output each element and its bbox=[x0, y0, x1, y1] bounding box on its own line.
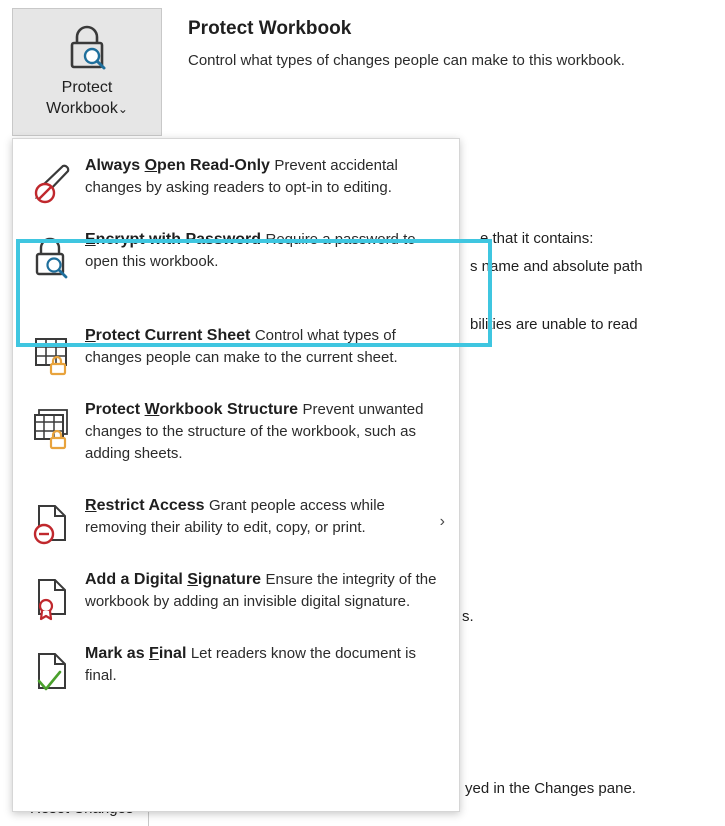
menu-item-description: Prevent unwanted changes to the structure of the workbook, such as adding sheets. bbox=[85, 401, 424, 462]
menu-item-description: Prevent accidental changes by asking readers to opt-in to editing. bbox=[85, 157, 398, 196]
title-post: orkbook Structure bbox=[159, 401, 299, 418]
menu-item-description: Ensure the integrity of the workbook by adding an invisible digital signature. bbox=[85, 571, 437, 610]
menu-item-text bbox=[85, 397, 449, 465]
menu-item-protect-workbook-structure[interactable] bbox=[13, 389, 459, 485]
menu-item-add-digital-signature[interactable] bbox=[13, 559, 459, 633]
protect-workbook-dropdown-menu bbox=[12, 138, 460, 812]
menu-item-description: Control what types of changes people can make to the current sheet. bbox=[85, 327, 398, 366]
title-accesskey: P bbox=[85, 327, 96, 344]
title-post: ignature bbox=[197, 571, 262, 588]
menu-item-text bbox=[85, 493, 449, 539]
background-text-line-3: bilities are unable to read bbox=[470, 316, 638, 333]
title-post: estrict Access bbox=[96, 497, 205, 514]
title-accesskey: W bbox=[144, 401, 160, 418]
menu-item-description: Let readers know the document is final. bbox=[85, 645, 416, 684]
menu-item-text bbox=[85, 567, 449, 613]
lock-magnifier-icon bbox=[25, 231, 77, 283]
background-text-line-6: yed in the Changes pane. bbox=[465, 780, 636, 797]
menu-item-text bbox=[85, 227, 449, 273]
title-accesskey: S bbox=[187, 571, 198, 588]
menu-item-text bbox=[85, 153, 449, 199]
title-accesskey: F bbox=[149, 645, 159, 662]
menu-item-encrypt-with-password[interactable] bbox=[13, 219, 459, 315]
title-pre: Add a Digital bbox=[85, 571, 188, 588]
menu-item-title bbox=[85, 571, 261, 588]
lock-magnifier-icon bbox=[64, 23, 110, 71]
background-text-line-2: s name and absolute path bbox=[470, 258, 643, 275]
title-accesskey: R bbox=[85, 497, 97, 514]
menu-item-always-open-read-only[interactable] bbox=[13, 145, 459, 219]
protect-workbook-button-label bbox=[46, 77, 128, 120]
protect-workbook-button[interactable] bbox=[12, 8, 162, 136]
chevron-down-icon[interactable]: ⌄ bbox=[117, 102, 128, 116]
menu-item-title bbox=[85, 327, 250, 344]
background-text-line-5: s. bbox=[462, 608, 474, 625]
protect-workbook-panel bbox=[0, 0, 725, 140]
document-restrict-icon bbox=[25, 497, 77, 549]
protect-workbook-label-line2: Workbook bbox=[46, 100, 118, 117]
document-check-icon bbox=[25, 645, 77, 697]
document-signature-icon bbox=[25, 571, 77, 623]
menu-item-title bbox=[85, 645, 186, 662]
sheet-lock-icon bbox=[25, 327, 77, 379]
title-pre: Mark as bbox=[85, 645, 150, 662]
menu-item-mark-as-final[interactable] bbox=[13, 633, 459, 705]
menu-item-text bbox=[85, 323, 449, 369]
title-accesskey: E bbox=[85, 231, 96, 248]
workbook-lock-icon bbox=[25, 401, 77, 453]
pencil-readonly-icon bbox=[25, 157, 77, 209]
menu-item-title bbox=[85, 401, 298, 418]
title-post: inal bbox=[158, 645, 187, 662]
menu-item-title bbox=[85, 497, 204, 514]
menu-item-protect-current-sheet[interactable] bbox=[13, 315, 459, 389]
menu-item-title bbox=[85, 157, 270, 174]
menu-item-text bbox=[85, 641, 449, 687]
title-pre: Protect bbox=[85, 401, 145, 418]
chevron-right-icon[interactable]: › bbox=[439, 513, 445, 530]
title-post: ncrypt with Password bbox=[95, 231, 262, 248]
background-text-line-1: e that it contains: bbox=[480, 230, 594, 247]
page-subtitle: Control what types of changes people can make to this workbook. bbox=[188, 52, 625, 69]
title-pre: Always bbox=[85, 157, 145, 174]
title-post: pen Read-Only bbox=[157, 157, 270, 174]
menu-item-restrict-access[interactable] bbox=[13, 485, 459, 559]
page-title: Protect Workbook bbox=[188, 18, 352, 39]
title-accesskey: O bbox=[144, 157, 158, 174]
protect-workbook-label-line1: Protect bbox=[61, 79, 113, 96]
menu-item-description: Grant people access while removing their ability to edit, copy, or print. bbox=[85, 497, 385, 536]
title-post: rotect Current Sheet bbox=[95, 327, 251, 344]
menu-item-description: Require a password to open this workbook. bbox=[85, 231, 416, 270]
menu-item-title bbox=[85, 231, 261, 248]
